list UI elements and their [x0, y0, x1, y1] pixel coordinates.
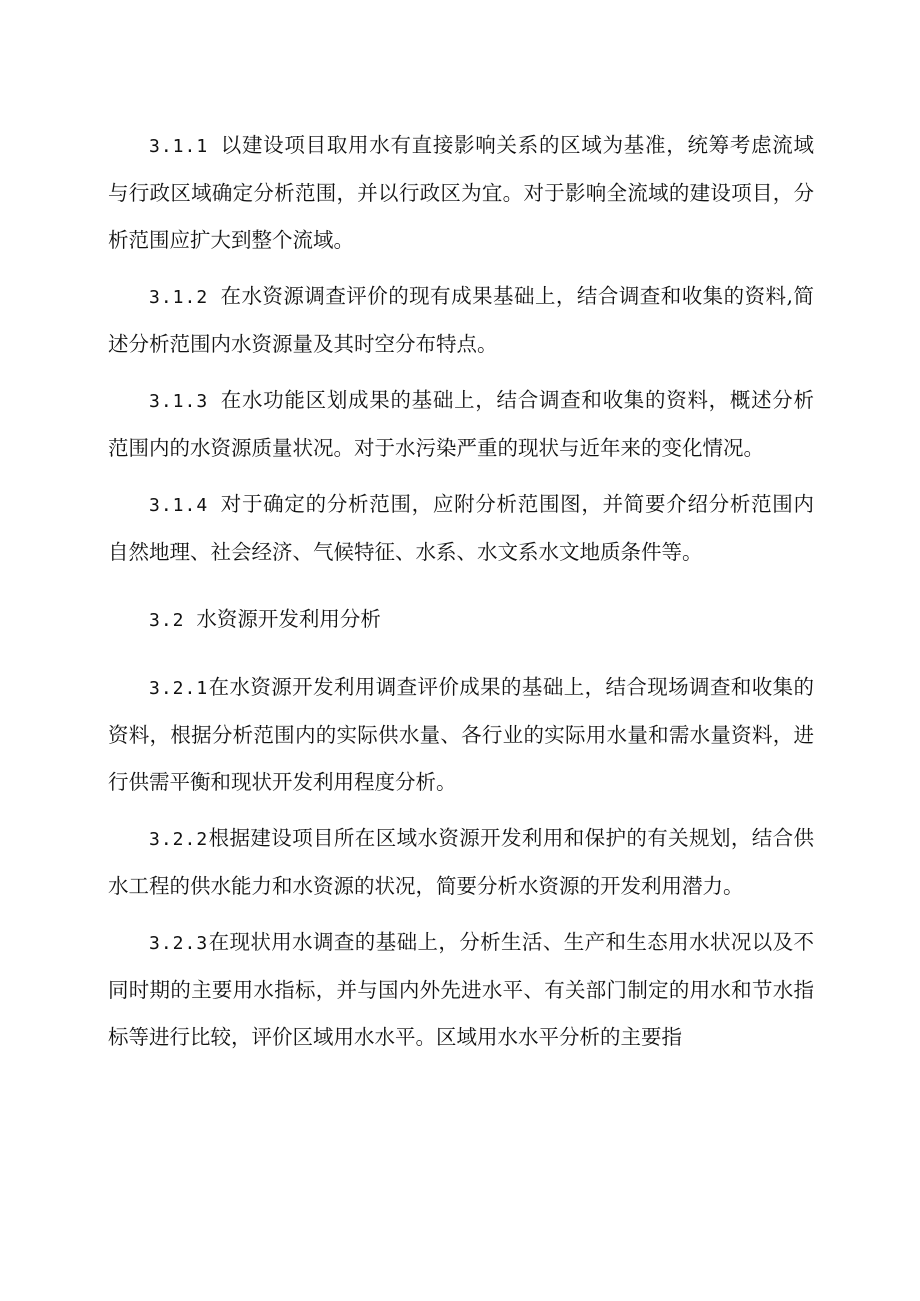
- paragraph-3-2-1: [108, 664, 814, 806]
- clause-number: 3.2.3: [149, 933, 209, 954]
- clause-number: 3.2.2: [149, 829, 209, 850]
- clause-text: 在水资源调查评价的现有成果基础上，结合调查和收集的资料,简述分析范围内水资源量及其时空分布特点。: [108, 284, 815, 356]
- paragraph-3-1-1: [108, 122, 814, 264]
- clause-number: 3.1.3: [149, 391, 221, 412]
- clause-text: 以建设项目取用水有直接影响关系的区域为基准，统筹考虑流域与行政区域确定分析范围，并以行政区为宜。对于影响全流域的建设项目，分析范围应扩大到整个流域。: [108, 133, 815, 252]
- document-page: [108, 122, 814, 1061]
- paragraph-3-2-3: [108, 919, 814, 1061]
- section-heading-3-2: [108, 596, 814, 644]
- clause-number: 3.2.1: [149, 678, 209, 699]
- clause-text: 在水功能区划成果的基础上，结合调查和收集的资料，概述分析范围内的水资源质量状况。对于水污染严重的现状与近年来的变化情况。: [108, 388, 815, 460]
- clause-text: 对于确定的分析范围，应附分析范围图，并简要介绍分析范围内自然地理、社会经济、气候特征、水系、水文系水文地质条件等。: [108, 492, 815, 564]
- section-title: 水资源开发利用分析: [196, 607, 381, 631]
- clause-text: 根据建设项目所在区域水资源开发利用和保护的有关规划，结合供水工程的供水能力和水资源的状况，简要分析水资源的开发利用潜力。: [108, 826, 814, 898]
- section-number: 3.2: [149, 610, 197, 631]
- paragraph-3-1-2: [108, 273, 814, 368]
- clause-text: 在水资源开发利用调查评价成果的基础上，结合现场调查和收集的资料，根据分析范围内的实际供水量、各行业的实际用水量和需水量资料，进行供需平衡和现状开发利用程度分析。: [108, 675, 814, 794]
- clause-text: 在现状用水调查的基础上，分析生活、生产和生态用水状况以及不同时期的主要用水指标，并与国内外先进水平、有关部门制定的用水和节水指标等进行比较，评价区域用水水平。区域用水水平分析的主要指: [108, 930, 814, 1049]
- clause-number: 3.1.4: [149, 495, 221, 516]
- paragraph-3-1-4: [108, 481, 814, 576]
- paragraph-3-2-2: [108, 815, 814, 910]
- clause-number: 3.1.2: [149, 287, 221, 308]
- paragraph-3-1-3: [108, 377, 814, 472]
- clause-number: 3.1.1: [149, 136, 221, 157]
